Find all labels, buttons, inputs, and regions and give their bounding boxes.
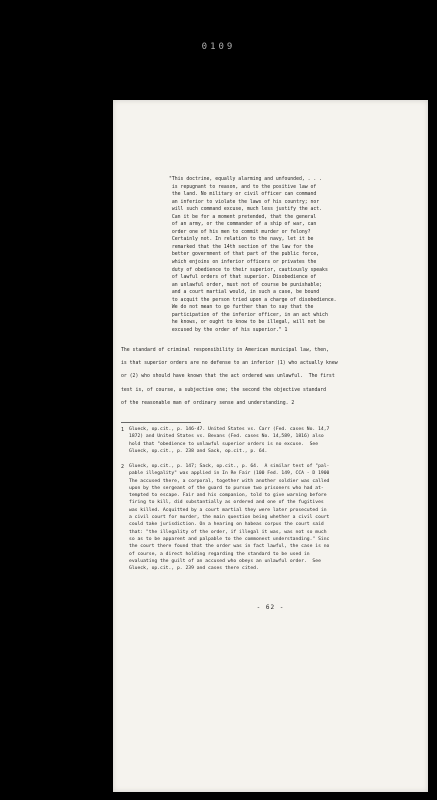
quote-line: Certainly not. In relation to the navy, let it be xyxy=(169,237,314,243)
quote-line: of an army, or the commander of a ship of war, can xyxy=(169,222,317,228)
footnote-line: pable illegality" was applied in In Re Fair (100 Fed. 149, CCA - D 1900 xyxy=(129,471,330,477)
footnote-2-mark: 2 xyxy=(121,464,125,470)
footnote-line: was killed. Acquitted by a court martial they were later prosecuted in xyxy=(129,507,327,513)
body-line: of the reasonable man of ordinary sense and understanding. 2 xyxy=(121,400,295,406)
quote-line: he knows, or ought to know to be illegal, will not be xyxy=(169,320,325,326)
quote-line: participation of the inferior officer, in an act which xyxy=(169,312,328,318)
quote-line: to acquit the person tried upon a charge of disobedience. xyxy=(169,297,337,303)
footnote-line: Glueck, op.cit., p. 239 and cases there cited. xyxy=(129,566,259,572)
footnote-line: could take jurisdiction. On a hearing on habeas corpus the court said xyxy=(129,522,324,528)
block-quote xyxy=(169,176,379,334)
quote-line: "This doctrine, equally alarming and unfounded, . . . xyxy=(169,177,323,182)
footnote-line: Glueck, op.cit., p. 147; Sack, op.cit., p. 64. A similar test of "pal- xyxy=(129,464,330,469)
footnote-line: the court there found that the order was in fact lawful, the case is no xyxy=(129,544,330,550)
quote-line: which enjoins on inferior officers or privates the xyxy=(169,260,317,266)
quote-line: Can it be for a moment pretended, that the general xyxy=(169,214,317,220)
quote-line: of lawful orders of that superior. Disobedience of xyxy=(169,275,317,281)
footnote-line: 1872) and United States vs. Bevans (Fed. cases No. 14,589, 1816) also xyxy=(129,434,324,440)
footnote-line: of course, a direct holding regarding the standard to be used in xyxy=(129,551,310,557)
footnote-line: that: "the illegality of the order, if illegal it was, was not so much xyxy=(129,529,327,535)
quote-line: better government of that part of the public force, xyxy=(169,252,320,258)
footnote-rule xyxy=(121,422,201,423)
quote-line: an unlawful order, must not of course be punishable; xyxy=(169,282,323,288)
footnote-line: a civil court for murder, the main question being whether a civil court xyxy=(129,515,330,521)
quote-line: excused by the order of his superior." 1 xyxy=(169,327,288,333)
quote-line: the land. No military or civil officer can command xyxy=(169,192,317,198)
quote-line: is repugnant to reason, and to the positive law of xyxy=(169,184,317,190)
footnote-line: The accused there, a corporal, together with another soldier was called xyxy=(129,478,330,484)
archive-stamp-number: 0109 xyxy=(201,42,236,52)
quote-line: and a court martial would, in such a case, be bound xyxy=(169,290,320,296)
footnote-1-mark: 1 xyxy=(121,427,125,433)
quote-line: duty of obedience to their superior, cautiously speaks xyxy=(169,267,328,273)
quote-line: remarked that the 14th section of the law for the xyxy=(169,244,314,250)
footnote-1 xyxy=(129,426,429,455)
body-line: is that superior orders are no defense to an inferior (1) who actually knew xyxy=(121,361,338,367)
footnote-line: firing to kill, did substantially as ordered and one of the fugitives xyxy=(129,500,324,506)
footnote-line: so as to be apparent and palpable to the commonest understanding." Sinc xyxy=(129,536,330,542)
footnote-line: upon by the sergeant of the guard to pursue two prisoners who had at- xyxy=(129,485,324,491)
footnote-line: hold that "obedience to unlawful superior orders is no excuse. See xyxy=(129,441,319,447)
body-line: The standard of criminal responsibility in American municipal law, then, xyxy=(121,348,329,353)
page-number: - 62 - xyxy=(256,604,285,611)
footnote-2 xyxy=(129,463,429,572)
body-paragraph xyxy=(121,344,421,410)
footnote-line: tempted to escape. Fair and his companion, told to give warning before xyxy=(129,493,327,499)
footnote-line: Glueck, op.cit., p. 146-47. United States vs. Carr (Fed. cases No. 14,7 xyxy=(129,427,330,432)
quote-line: will such command excuse, much less justify the act. xyxy=(169,207,323,213)
footnote-line: evaluating the guilt of an accused who obeys an unlawful order. See xyxy=(129,558,321,564)
document-page xyxy=(113,100,428,792)
footnote-line: Glueck, op.cit., p. 238 and Sack, op.cit., p. 64. xyxy=(129,448,268,454)
body-line: or (2) who should have known that the act ordered was unlawful. The first xyxy=(121,374,335,380)
quote-line: We do not mean to go further than to say that the xyxy=(169,305,314,311)
quote-line: order one of his men to commit murder or felony? xyxy=(169,229,311,235)
quote-line: an inferior to violate the laws of his country; nor xyxy=(169,199,320,205)
body-line: test is, of course, a subjective one; the second the objective standard xyxy=(121,387,327,393)
